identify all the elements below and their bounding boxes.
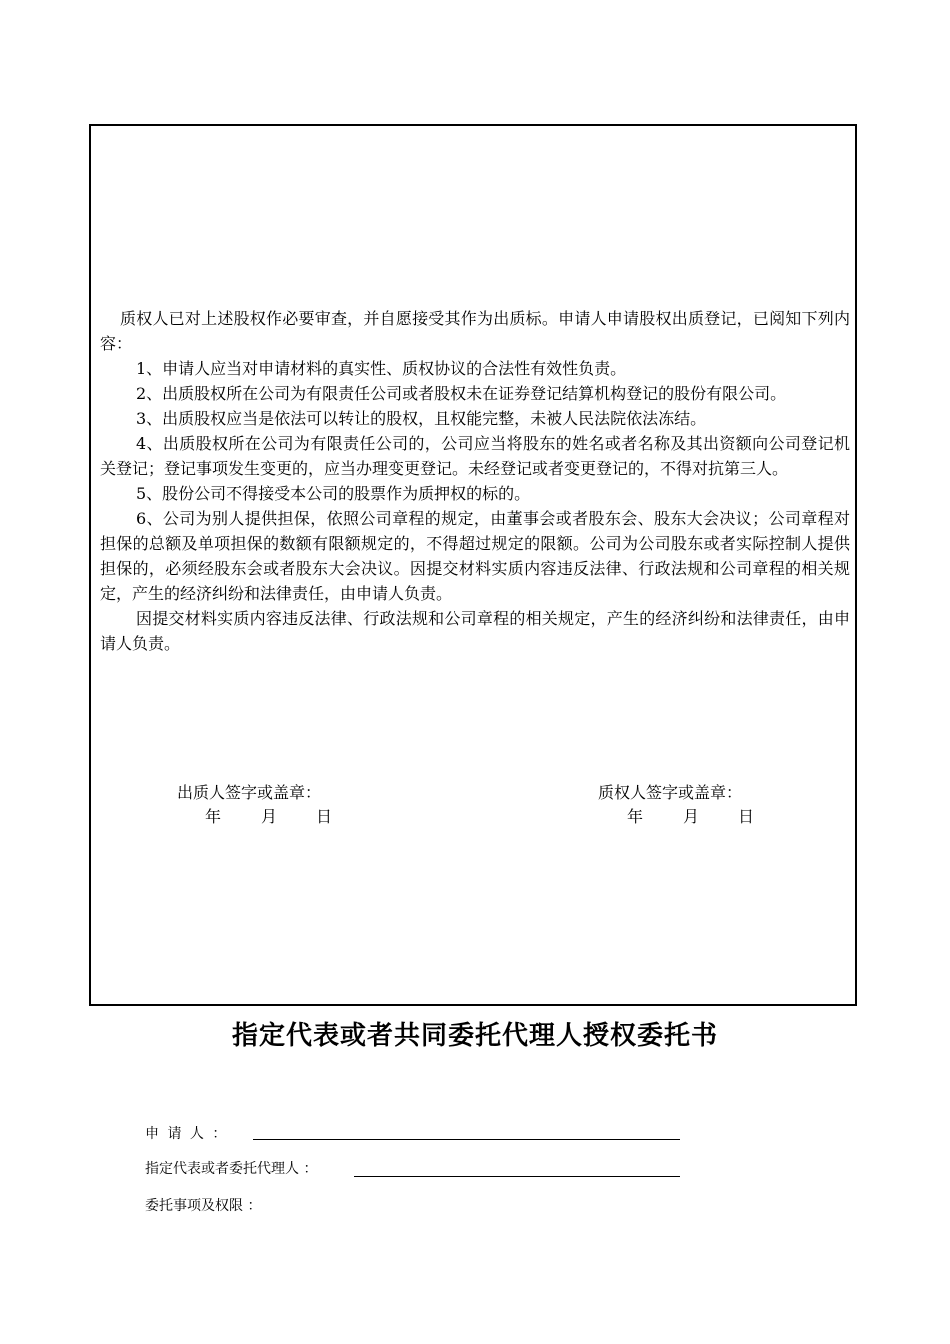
item-6: 6、公司为别人提供担保，依照公司章程的规定，由董事会或者股东会、股东大会决议；公司章程对担保的总额及单项担保的数额有限额规定的，不得超过规定的限额。公司为公司股东或者实际控制人提供担保的，必须经股东会或者股东大会决议。因提交材料实质内容违反法律、行政法规和公司章程的相关规定，产生的经济纠纷和法律责任，由申请人负责。 [100,509,850,603]
pledgee-signature-label: 质权人签字或盖章： [598,783,743,802]
agent-label: 指定代表或者委托代理人 ： [145,1161,318,1177]
item-1: 1、申请人应当对申请材料的真实性、质权协议的合法性有效性负责。 [136,359,627,378]
pledgor-year-label: 年 [205,807,222,826]
pledgor-month-label: 月 [261,807,278,826]
authorization-title: 指定代表或者共同委托代理人授权委托书 [231,1021,718,1051]
pledgee-month-label: 月 [683,807,700,826]
closing-paragraph: 因提交材料实质内容违反法律、行政法规和公司章程的相关规定，产生的经济纠纷和法律责任，由申请人负责。 [100,609,850,653]
item-3: 3、出质股权应当是依法可以转让的股权，且权能完整，未被人民法院依法冻结。 [136,409,707,428]
pledgee-day-label: 日 [738,807,755,826]
agent-field[interactable] [354,1176,680,1177]
pledgee-date [627,804,754,829]
item-2: 2、出质股权所在公司为有限责任公司或者股权未在证券登记结算机构登记的股份有限公司。 [136,384,787,403]
pledgor-date [205,804,332,829]
pledgor-signature-label: 出质人签字或盖章： [177,783,322,802]
item-4: 4、出质股权所在公司为有限责任公司的，公司应当将股东的姓名或者名称及其出资额向公司登记机关登记；登记事项发生变更的，应当办理变更登记。未经登记或者变更登记的，不得对抗第三人。 [100,434,850,478]
pledge-statement [100,306,850,656]
applicant-field[interactable] [253,1139,680,1140]
applicant-label: 申 请 人 ： [145,1126,229,1142]
scope-label: 委托事项及权限 ： [145,1198,262,1214]
pledgee-year-label: 年 [627,807,644,826]
item-5: 5、股份公司不得接受本公司的股票作为质押权的标的。 [136,484,531,503]
intro-paragraph: 质权人已对上述股权作必要审查，并自愿接受其作为出质标。申请人申请股权出质登记，已阅知下列内容： [100,309,850,353]
pledgor-day-label: 日 [316,807,333,826]
